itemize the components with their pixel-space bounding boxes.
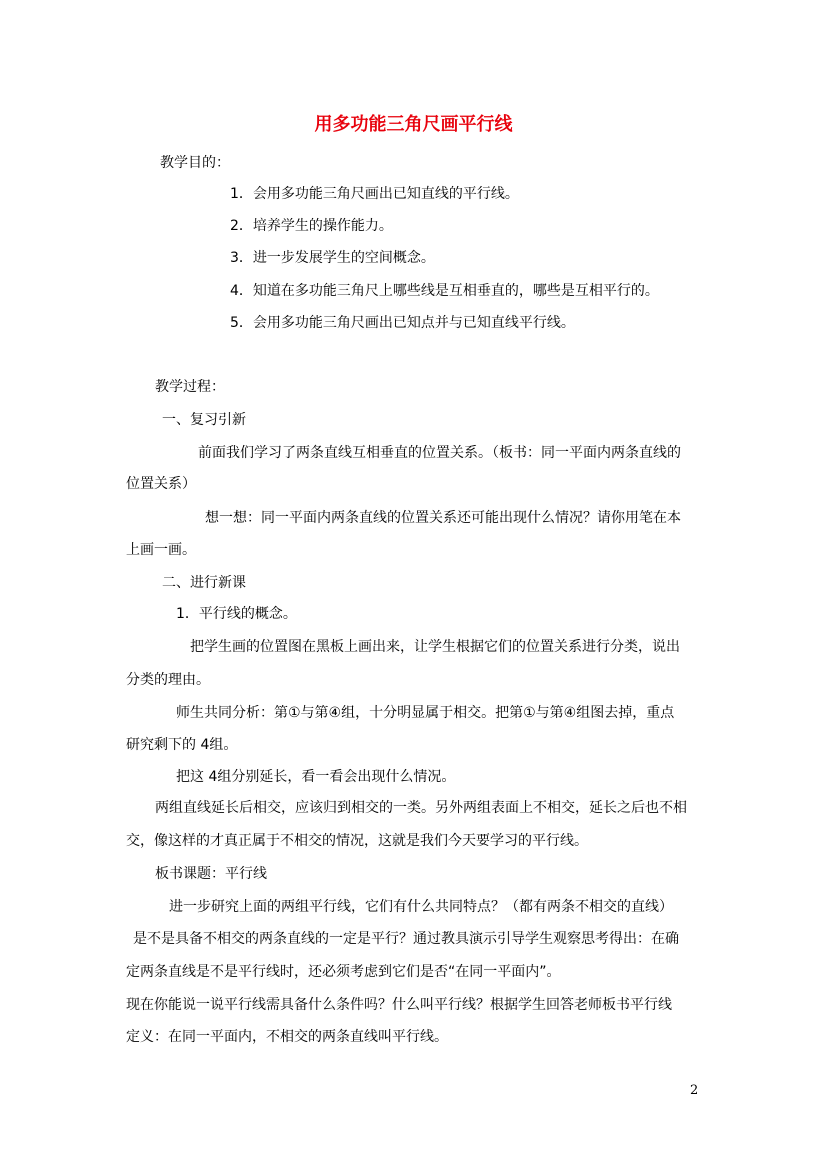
section-heading: 二、进行新课 [162,575,246,591]
subsection-heading: 1．平行线的概念。 [176,606,297,622]
paragraph-line: 分类的理由。 [126,672,210,688]
objective-item: 4．知道在多功能三角尺上哪些线是互相垂直的，哪些是互相平行的。 [230,283,659,299]
paragraph-line: 现在你能说一说平行线需具备什么条件吗？什么叫平行线？根据学生回答老师板书平行线 [126,997,672,1013]
process-heading: 教学过程： [155,379,225,395]
paragraph-line: 研究剩下的 4组。 [126,737,238,753]
paragraph-line: 两组直线延长后相交，应该归到相交的一类。另外两组表面上不相交，延长之后也不相 [155,800,687,816]
objective-item: 2．培养学生的操作能力。 [230,218,393,234]
objectives-heading: 教学目的： [160,155,230,171]
paragraph-line: 进一步研究上面的两组平行线，它们有什么共同特点？（都有两条不相交的直线） [169,899,673,915]
paragraph-line: 定两条直线是不是平行线时，还必须考虑到它们是否“在同一平面内”。 [126,964,561,980]
section-heading: 一、复习引新 [162,412,246,428]
paragraph-line: 定义：在同一平面内，不相交的两条直线叫平行线。 [126,1029,448,1045]
paragraph-line: 板书课题：平行线 [155,866,267,882]
objective-item: 3．进一步发展学生的空间概念。 [230,250,435,266]
page-number: 2 [690,1083,699,1098]
paragraph-line: 位置关系） [126,476,196,492]
paragraph-line: 师生共同分析：第①与第④组，十分明显属于相交。把第①与第④组图去掉，重点 [176,705,675,721]
paragraph-line: 是不是具备不相交的两条直线的一定是平行？通过教具演示引导学生观察思考得出：在确 [133,931,679,947]
paragraph-line: 想一想：同一平面内两条直线的位置关系还可能出现什么情况？请你用笔在本 [205,510,681,526]
paragraph-line: 把这 4组分别延长，看一看会出现什么情况。 [176,769,456,785]
objective-item: 5．会用多功能三角尺画出已知点并与已知直线平行线。 [230,315,575,331]
paragraph-line: 交，像这样的才真正属于不相交的情况，这就是我们今天要学习的平行线。 [126,833,588,849]
document-title: 用多功能三角尺画平行线 [314,114,513,135]
paragraph-line: 上画一画。 [126,542,196,558]
objective-item: 1．会用多功能三角尺画出已知直线的平行线。 [230,186,519,202]
paragraph-line: 前面我们学习了两条直线互相垂直的位置关系。（板书：同一平面内两条直线的 [198,445,681,461]
paragraph-line: 把学生画的位置图在黑板上画出来，让学生根据它们的位置关系进行分类，说出 [190,639,680,655]
